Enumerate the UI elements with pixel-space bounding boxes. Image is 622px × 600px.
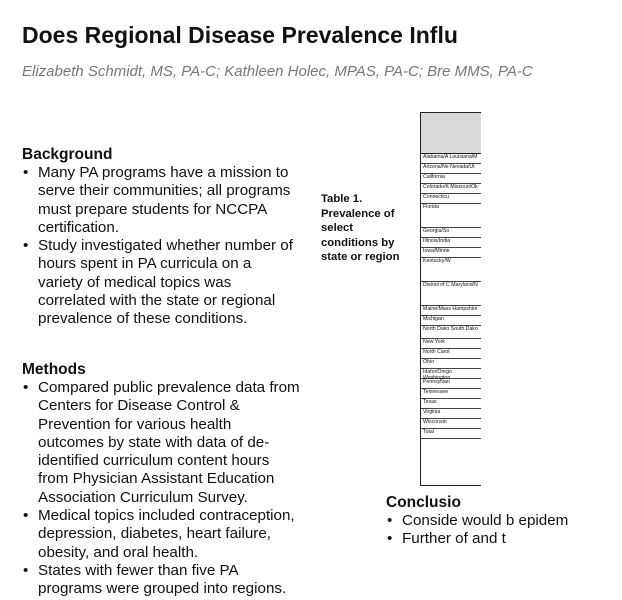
background-bullets bbox=[22, 164, 297, 329]
table-row: Connecticu bbox=[421, 194, 481, 204]
table-row: Colorado/K Missouri/Ok bbox=[421, 184, 481, 194]
table-row: California bbox=[421, 174, 481, 184]
table-row: Florida bbox=[421, 204, 481, 228]
table-caption: Table 1. Prevalence of select conditions by state or region bbox=[321, 193, 400, 263]
table-row: Total bbox=[421, 429, 481, 439]
table-row: Kentucky/W bbox=[421, 258, 481, 282]
table-row: District of C Maryland/N bbox=[421, 282, 481, 306]
prevalence-table bbox=[420, 112, 481, 486]
conclusions-heading: Conclusio bbox=[386, 494, 461, 511]
list-item: • Further of and t bbox=[386, 530, 586, 548]
table-row: North Dako South Dako bbox=[421, 326, 481, 339]
table-row: North Carol bbox=[421, 349, 481, 359]
table-row: Ohio bbox=[421, 359, 481, 369]
table-row: Illinois/India bbox=[421, 238, 481, 248]
table-row: Georgia/So bbox=[421, 228, 481, 238]
list-item: • Many PA programs have a mission to serve their communities; all programs must prepare students for NCCPA certification. bbox=[22, 164, 297, 237]
author-list: Elizabeth Schmidt, MS, PA-C; Kathleen Holec, MPAS, PA-C; Bre MMS, PA-C bbox=[22, 63, 533, 80]
list-item: • Compared public prevalence data from Centers for Disease Control & Prevention for various health outcomes by state with data of de-identified curriculum content hours from Physician Assistant Education Association Curriculum Survey. bbox=[22, 379, 300, 507]
table-row: Tennessee bbox=[421, 389, 481, 399]
background-heading: Background bbox=[22, 146, 113, 163]
methods-bullets bbox=[22, 379, 300, 599]
table-row: Virginia bbox=[421, 409, 481, 419]
table-row: Idaho/Orego Washington bbox=[421, 369, 481, 379]
list-item: • Medical topics included contraception, depression, diabetes, heart failure, obesity, and oral health. bbox=[22, 507, 300, 562]
table-header bbox=[421, 113, 481, 154]
table-row: Pennsylvan bbox=[421, 379, 481, 389]
table-body bbox=[421, 154, 481, 439]
table-row: Maine/Mass Hampshire bbox=[421, 306, 481, 316]
table-row: Wisconsin bbox=[421, 419, 481, 429]
table-row: Alabama/A Louisiana/M bbox=[421, 154, 481, 164]
table-row: Arizona/Ne Nevada/Ut bbox=[421, 164, 481, 174]
list-item: • Conside would b epidem bbox=[386, 512, 586, 530]
methods-heading: Methods bbox=[22, 361, 86, 378]
table-row: Michigan bbox=[421, 316, 481, 326]
list-item: • Study investigated whether number of hours spent in PA curricula on a variety of medical topics was correlated with the state or regional prevalence of these conditions. bbox=[22, 237, 297, 328]
conclusions-bullets bbox=[386, 512, 586, 549]
table-row: Iowa/Minne bbox=[421, 248, 481, 258]
table-row: Texas bbox=[421, 399, 481, 409]
table-row: New York bbox=[421, 339, 481, 349]
list-item: • States with fewer than five PA programs were grouped into regions. bbox=[22, 562, 300, 599]
poster-title: Does Regional Disease Prevalence Influ bbox=[22, 22, 458, 48]
